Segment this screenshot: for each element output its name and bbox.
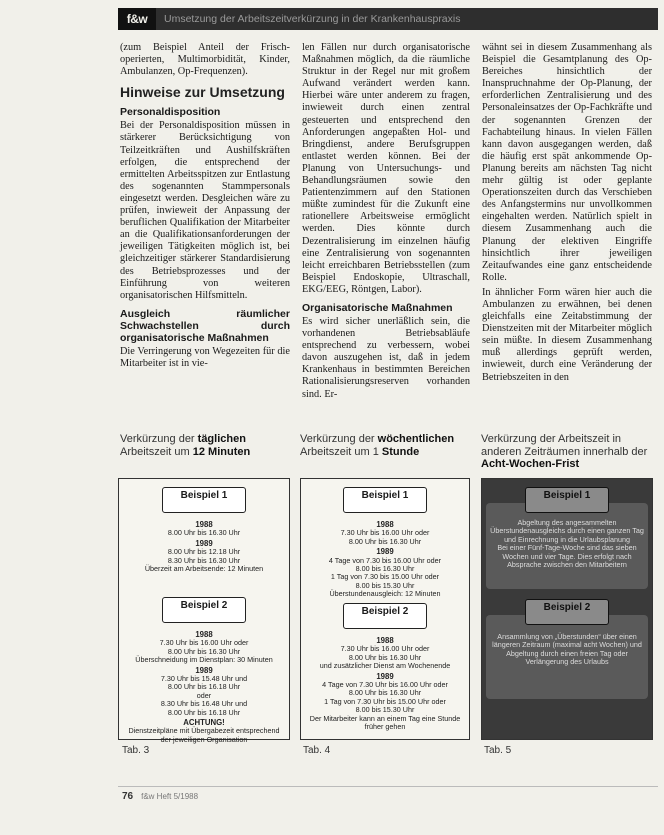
running-header [118,8,658,30]
subheading: Organisatorische Maßnahmen [302,301,453,314]
paragraph: In ähnlicher Form wären hier auch die Ambulanzen zu erwähnen, bei denen gleichfalls eine Zeitabstimmung der Dienstzeiten mit der Mitarbeiter möglich sein müßte. In diesem Zusammenhang muß allerdings geprüft werden, inwieweit, durch eine Veränderung der Betriebszeiten in den [482,286,652,383]
example-line: Dienstzeitpläne mit Übergabezeit entsprechend der jeweiligen Organisation [128,726,280,744]
example-badge: Beispiel 1 [525,487,609,513]
example-year: 1989 [195,665,213,675]
example-line: 8.00 Uhr bis 16.30 Uhr [167,646,241,656]
example-line: Überzeit am Arbeitsende: 12 Minuten [144,564,264,574]
example-line: 8.00 bis 15.30 Uhr [355,580,415,590]
example-year: 1989 [195,538,213,548]
example-line: 7.30 Uhr bis 16.00 Uhr oder [340,528,430,538]
caption-text: Arbeitszeit um [120,445,193,458]
table-panel [300,478,470,740]
example-line: 1 Tag von 7.30 Uhr bis 15.00 Uhr oder [324,696,446,706]
caption-emphasis: täglichen [197,433,246,445]
example-year: 1988 [195,630,213,639]
paragraph: Es wird sicher unerläßlich sein, die vorhandenen Betriebsabläufe entsprechend zu verbessern, wobei davon auszugehen ist, daß in jedem Krankenhaus in bestimmten Bereichen Rationalisierungsreserven vorhanden sind. Er- [302,315,470,400]
table-caption [120,433,290,458]
example-text [488,633,646,667]
example-line: 8.30 Uhr bis 16.30 Uhr [167,555,241,565]
caption-text: Verkürzung der [120,433,198,445]
example-year: 1988 [376,520,394,529]
example-line: 8.30 Uhr bis 16.48 Uhr und [160,699,248,709]
example-year: 1988 [195,520,213,529]
example-badge: Beispiel 2 [525,599,609,625]
table-label: Tab. 3 [122,745,150,756]
example-line: Bei einer Fünf-Tage-Woche sind das sieben Wochen und vier Tage. Dies erfolgt nach Absprache zwischen den Mitarbeitern [497,543,637,570]
example-line: und zusätzlicher Dienst am Wochenende [319,661,451,671]
example-line: Der Mitarbeiter kann an einem Tag eine Stunde früher gehen [309,713,461,732]
caption-text: Arbeitszeit um 1 [300,445,382,458]
table-caption [300,433,475,458]
journal-logo: f&w [118,8,156,30]
page-footer [122,791,198,802]
example-line: 4 Tage von 7.30 bis 16.00 Uhr oder [328,555,442,565]
example-year: 1988 [376,636,394,645]
example-line: 7.30 Uhr bis 16.00 Uhr oder [159,638,249,648]
caption-emphasis: Acht-Wochen-Frist [481,458,580,470]
example-line: 8.00 bis 15.30 Uhr [355,705,415,715]
paragraph: len Fällen nur durch organisatorische Maßnahmen möglich, da die räumliche Struktur in der Regel nur mit großem Aufwand verändert werden kann. Hierbei wäre unter anderem zu fragen, inwieweit durch einen zentral gesteuerten und entsprechend den Anforderungen angepaßten Hol- und Bringdienst, andere Berufsgruppen entlastet werden können. Bei der Planung von Untersuchungs- und Behandlungsräumen sowie den Patientenzimmern auf den Stationen müßte zumindest für die Zukunft eine rationellere Arbeitsweise ermöglicht werden. Dies könnte durch Dezentralisierung im einzelnen häufig eine Zentralisierung von sogenannten leicht erreichbaren Betriebsstellen (zum Beispiel Endoskopie, Ultraschall, EKG/EEG, Röntgen, Labor). [302,42,470,295]
example-line: 8.00 Uhr bis 16.18 Uhr [167,707,241,717]
example-line: 8.00 Uhr bis 12.18 Uhr [167,547,241,557]
text-column-1 [120,42,290,373]
example-line: Ansammlung von „Überstunden“ über einen längeren Zeitraum (maximal acht Wochen) und Abgeltung durch einen freien Tag oder Verlängerung des Urlaubs [492,632,642,667]
text-column-3 [482,42,652,387]
caption-text: Verkürzung der [300,433,378,445]
example-line: 8.00 Uhr bis 16.30 Uhr [167,528,241,538]
example-text [307,519,463,599]
example-line: 8.00 Uhr bis 16.30 Uhr [348,688,422,698]
paragraph: Die Verringerung von Wegezeiten für die Mitarbeiter ist in vie- [120,345,290,369]
section-heading: Hinweise zur Umsetzung [120,84,285,101]
example-year: ACHTUNG! [183,718,225,728]
text-column-2 [302,42,470,404]
caption-emphasis: 12 Minuten [192,445,251,458]
publication-info: f&w Heft 5/1988 [141,792,199,801]
example-line: 7.30 Uhr bis 16.00 Uhr oder [340,644,430,654]
caption-text: Verkürzung der Arbeitszeit in anderen Zeiträumen innerhalb der [481,433,648,458]
table-caption [481,433,661,471]
subheading: Personaldisposition [120,106,221,119]
example-line: Überschneidung im Dienstplan: 30 Minuten [135,655,273,665]
caption-emphasis: wöchentlichen [377,433,455,445]
header-title: Umsetzung der Arbeitszeitverkürzung in der Krankenhauspraxis [164,13,461,25]
example-text [125,629,283,744]
example-line: 8.00 bis 16.30 Uhr [355,564,415,574]
example-line: Abgeltung des angesammelten Überstundenausgleichs durch einen ganzen Tag und Einrechnung in die Urlaubsplanung [490,518,644,544]
example-line: oder [196,690,212,700]
example-badge: Beispiel 2 [343,603,427,629]
example-line: Überstundenausgleich: 12 Minuten [329,589,441,599]
example-year: 1989 [376,671,394,681]
paragraph: (zum Beispiel Anteil der Frisch-operierten, Multimorbidität, Kinder, Ambulanzen, Op-Frequenzen). [120,42,290,78]
subheading: Ausgleich räumlicher Schwachstellen durch organisatorische Maßnahmen [120,307,290,344]
example-text [125,519,283,573]
paragraph: wähnt sei in diesem Zusammenhang als Beispiel die Gesamtplanung des Op-Bereiches hinsichtlich der Inanspruchnahme der Op-Planung, der erforderlichen Zentralisierung und des Personaleinsatzes der Op-Fachkräfte und der sogenannten Grenzen der Fachabteilung hinaus. In vielen Fällen kann davon ausgegangen werden, daß die häufig erst spät ankommende Op-Planung bereits am nächsten Tag nicht mehr gültig ist oder geplante Operationszeiten durch das Verschieben des Anfangstermins nur unvollkommen eingehalten werden. Natürlich spielt in diesem Zusammenhang auch die Planung der elektiven Eingriffe hinsichtlich ihrer jeweiligen Zeitaufwandes eine ganz entscheidende Rolle. [482,42,652,283]
example-badge: Beispiel 1 [343,487,427,513]
caption-emphasis: Stunde [381,445,420,458]
table-label: Tab. 5 [484,745,512,756]
example-line: 8.00 Uhr bis 16.18 Uhr [167,682,241,692]
example-text [307,635,463,731]
example-line: 1 Tag von 7.30 bis 15.00 Uhr oder [330,572,440,582]
paragraph: Bei der Personaldisposition müssen in stärkerer Berücksichtigung von Teilzeitkräften und Aushilfskräften erfolgen, die entsprechend der ermittelten Arbeitsspitzen zur Entlastung des sogenannten Stammpersonals eingesetzt werden. Desgleichen wäre zu prüfen, inwieweit der Anpassung der beruflichen Qualifikation der Mitarbeiter an die Qualifikationsanforderungen der jeweiligen Tätigkeiten möglich ist, bei gleichzeitiger stärkerer Standardisierung des Betriebsprozesses und der Einführung von weiteren organisatorischen Hilfsmitteln. [120,120,290,301]
example-line: 8.00 Uhr bis 16.30 Uhr [348,536,422,546]
example-year: 1989 [376,547,394,557]
example-badge: Beispiel 2 [162,597,246,623]
example-line: 7.30 Uhr bis 15.48 Uhr und [160,674,248,684]
example-line: 8.00 Uhr bis 16.30 Uhr [348,652,422,662]
example-text [488,519,646,569]
footer-rule [118,786,658,787]
page-number: 76 [122,791,134,802]
table-panel [481,478,653,740]
example-line: 4 Tage von 7.30 Uhr bis 16.00 Uhr oder [322,680,448,690]
example-badge: Beispiel 1 [162,487,246,513]
table-label: Tab. 4 [303,745,331,756]
table-panel [118,478,290,744]
